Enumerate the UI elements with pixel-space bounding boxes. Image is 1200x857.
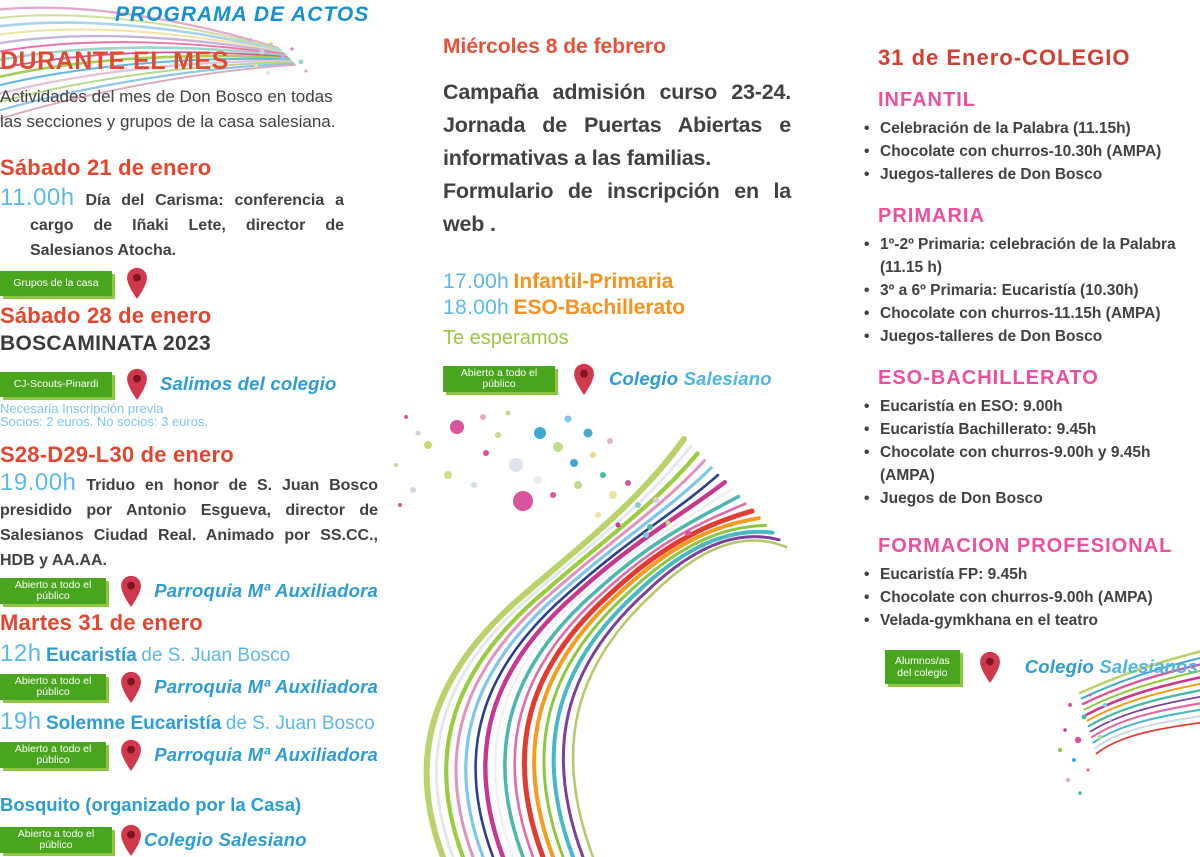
note-line: Necesaria Inscripción previa <box>0 401 164 416</box>
section-heading-eso-bachillerato: ESO-BACHILLERATO <box>878 367 1099 389</box>
schedule-slots <box>443 269 791 321</box>
event1-desc-text: Día del Carisma: conferencia a cargo de Iñaki Lete, director de Salesianos Atocha. <box>30 192 345 259</box>
mass1-subtitle: de S. Juan Bosco <box>141 645 291 666</box>
event2-badge-row <box>0 367 378 401</box>
location-text <box>1025 656 1198 678</box>
audience-badge: CJ-Scouts-Pinardi <box>0 372 112 397</box>
location-main: Colegio <box>609 368 679 389</box>
location-text <box>609 368 772 390</box>
event1-description <box>0 185 344 263</box>
right-title: 31 de Enero-COLEGIO <box>878 45 1131 70</box>
list-item: • Chocolate con churros-11.15h (AMPA) <box>862 302 1198 325</box>
list-item: • Velada-gymkhana en el teatro <box>862 609 1198 632</box>
tagline-text: Te esperamos <box>443 327 569 349</box>
section-durante-title: DURANTE EL MES <box>0 47 229 75</box>
infantil-list <box>862 117 1198 186</box>
audience-badge: Abierto a todo el público <box>0 674 106 700</box>
primaria-list <box>862 233 1198 348</box>
audience-badge: Abierto a todo el público <box>0 578 106 604</box>
schedule-slot <box>443 269 791 295</box>
location-pin-icon <box>120 739 142 772</box>
mass2-title: Solemne Eucaristía <box>46 713 222 734</box>
location-pin-icon <box>573 363 595 396</box>
mass1-time: 12h <box>0 640 42 667</box>
audience-badge: Grupos de la casa <box>0 271 112 296</box>
location-rest: Salesianos <box>1099 656 1198 677</box>
list-item: • Chocolate con churros-10.30h (AMPA) <box>862 140 1198 163</box>
middle-badge-row <box>443 362 791 396</box>
event2-title: BOSCAMINATA 2023 <box>0 332 211 355</box>
formacion-profesional-list <box>862 563 1198 632</box>
location-text: Salimos del colegio <box>160 373 337 394</box>
location-pin-icon <box>120 824 142 857</box>
list-item: • Juegos-talleres de Don Bosco <box>862 325 1198 348</box>
audience-badge: Abierto a todo el público <box>0 827 112 853</box>
intro-text: Actividades del mes de Don Bosco en todas las secciones y grupos de la casa salesiana. <box>0 87 336 131</box>
audience-badge: Abierto a todo el público <box>443 366 555 392</box>
mass2-time: 19h <box>0 708 42 735</box>
middle-date: Miércoles 8 de febrero <box>443 35 666 58</box>
audience-badge: Alumnos/as del colegio <box>885 650 960 684</box>
section-heading-formacion-profesional: FORMACION PROFESIONAL <box>878 535 1173 557</box>
right-badge-row <box>885 647 1198 687</box>
list-item: • Celebración de la Palabra (11.15h) <box>862 117 1198 140</box>
list-item: • Juegos-talleres de Don Bosco <box>862 163 1198 186</box>
event1-time: 11.00h <box>0 184 75 211</box>
location-text: Parroquia Mª Auxiliadora <box>154 580 378 601</box>
event5-title: Bosquito (organizado por la Casa) <box>0 794 302 815</box>
location-text: Parroquia Mª Auxiliadora <box>154 676 378 697</box>
event4-date: Martes 31 de enero <box>0 610 203 635</box>
eso-bachillerato-list <box>862 395 1198 510</box>
event3-date: S28-D29-L30 de enero <box>0 442 234 467</box>
location-text: Parroquia Mª Auxiliadora <box>154 744 378 765</box>
location-pin-icon <box>126 267 148 300</box>
list-item: • Juegos de Don Bosco <box>862 487 1198 510</box>
event3-description <box>0 470 378 573</box>
event3-badge-row <box>0 574 378 608</box>
event1-badge-row <box>0 266 378 300</box>
slot-time: 17.00h <box>443 270 510 293</box>
section-heading-infantil: INFANTIL <box>878 89 976 111</box>
event3-desc-text: Triduo en honor de S. Juan Bosco presidido por Antonio Esgueva, director de Salesianos Ciudad Real. Animado por SS.CC., HDB y AA.AA. <box>0 477 378 569</box>
left-column <box>0 0 378 857</box>
audience-badge: Abierto a todo el público <box>0 742 106 768</box>
location-text: Colegio Salesiano <box>144 829 307 850</box>
note-line: Socios: 2 euros. No socios: 3 euros. <box>0 414 209 429</box>
list-item: • Eucaristía Bachillerato: 9.45h <box>862 418 1198 441</box>
location-rest: Salesiano <box>683 368 772 389</box>
event5-badge-row <box>0 823 378 857</box>
list-item: • 1º-2º Primaria: celebración de la Palabra (11.15 h) <box>862 233 1198 279</box>
event1-date: Sábado 21 de enero <box>0 155 212 180</box>
right-column <box>862 0 1198 687</box>
list-item: • Chocolate con churros-9.00h (AMPA) <box>862 586 1198 609</box>
program-title: PROGRAMA DE ACTOS <box>115 3 370 26</box>
admission-paragraph-2: Formulario de inscripción en la web . <box>443 179 791 236</box>
event3-time: 19.00h <box>0 469 77 496</box>
swirl-middle-graphic <box>388 405 798 857</box>
location-pin-icon <box>120 575 142 608</box>
section-heading-primaria: PRIMARIA <box>878 205 985 227</box>
list-item: • Chocolate con churros-9.00h y 9.45h (AMPA) <box>862 441 1198 487</box>
location-pin-icon <box>120 671 142 704</box>
middle-column <box>443 0 791 396</box>
event2-date: Sábado 28 de enero <box>0 303 212 328</box>
mass1-line <box>0 640 378 668</box>
list-item: • Eucaristía FP: 9.45h <box>862 563 1198 586</box>
location-pin-icon <box>979 651 1001 684</box>
admission-paragraph: Campaña admisión curso 23-24. Jornada de Puertas Abiertas e informativas a las familias. <box>443 80 791 170</box>
mass2-badge-row <box>0 738 378 772</box>
mass1-title: Eucaristía <box>46 645 137 666</box>
slot-label: Infantil-Primaria <box>513 270 674 293</box>
list-item: • 3º a 6º Primaria: Eucaristía (10.30h) <box>862 279 1198 302</box>
slot-time: 18.00h <box>443 296 510 319</box>
mass1-badge-row <box>0 670 378 704</box>
location-pin-icon <box>126 368 148 401</box>
mass2-line <box>0 708 378 736</box>
slot-label: ESO-Bachillerato <box>513 296 686 319</box>
list-item: • Eucaristía en ESO: 9.00h <box>862 395 1198 418</box>
mass2-subtitle: de S. Juan Bosco <box>225 713 375 734</box>
event2-notes <box>0 402 378 428</box>
location-main: Colegio <box>1024 656 1094 677</box>
schedule-slot <box>443 295 791 321</box>
swirl-dots <box>394 411 706 548</box>
